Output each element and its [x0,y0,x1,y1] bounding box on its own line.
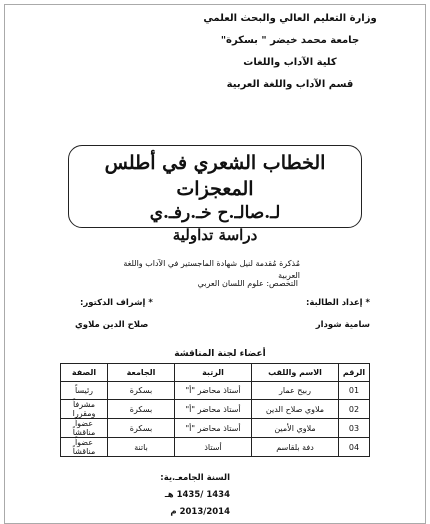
row-role: مشرفاً ومقررا [61,400,108,419]
memo-text: مُذكرة مُقدمة لنيل شهادة الماجستير في الآداب واللغة العربية [123,259,300,280]
university-line: جامعة محمد خيضر " بسكرة" [220,35,360,46]
table-row [61,419,370,438]
department-line: قسم الآداب واللغة العربية [226,79,354,90]
table-header-row [61,364,370,382]
committee-table [60,363,370,457]
row-university: بسكرة [108,419,175,438]
supervisor-name: صلاح الدين ملاوي [75,320,149,330]
row-rank: أستاذ محاضر "أ" [175,419,252,438]
header-role: الصفة [61,364,108,382]
row-university: بسكرة [108,400,175,419]
academic-year-gregorian: 2013/2014 م [170,507,230,517]
academic-year-block [150,470,230,521]
faculty-line: كلية الآداب واللغات [243,57,337,68]
row-role: عضواً مناقشاً [61,419,108,438]
row-rank: أستاذ محاضر "أ" [175,400,252,419]
institution-header [190,10,390,94]
row-num: 03 [339,419,370,438]
row-name: دفة بلقاسم [252,438,339,457]
table-row [61,382,370,400]
row-university: بسكرة [108,382,175,400]
row-num: 02 [339,400,370,419]
row-role: عضواً مناقشاً [61,438,108,457]
row-rank: أستاذ [175,438,252,457]
thesis-title: الخطاب الشعري في أطلس المعجزات [104,152,326,200]
thesis-subtitle: دراسة تداولية [172,226,258,244]
row-num: 04 [339,438,370,457]
thesis-author-subject: لـ.صالـ.ح خـ.رفـ.ي [149,203,281,223]
row-university: باتنة [108,438,175,457]
row-rank: أستاذ محاضر "أ" [175,382,252,400]
row-name: ملاوي الأمين [252,419,339,438]
table-row [61,400,370,419]
prepared-by-label: * إعداد الطالبة: [305,298,370,308]
header-name: الاسم واللقب [252,364,339,382]
row-name: ملاوي صلاح الدين [252,400,339,419]
header-university: الجامعة [108,364,175,382]
academic-year-label: السنة الجامعـ.ية: [160,473,230,483]
thesis-title-box [68,145,362,244]
header-num: الرقم [339,364,370,382]
row-name: ربيح عمار [252,382,339,400]
row-num: 01 [339,382,370,400]
committee-title: أعضاء لجنة المناقشة [174,349,266,359]
table-row [61,438,370,457]
row-role: رئيساً [61,382,108,400]
academic-year-hijri: 1434 /1435 هـ [164,490,230,500]
prepared-by-name: سامية شودار [315,320,370,330]
header-rank: الرتبة [175,364,252,382]
supervisor-label: * إشراف الدكتور: [80,298,153,308]
specialty-text: التخصص: علوم اللسان العربي [197,279,298,288]
ministry-line: وزارة التعليم العالي والبحث العلمي [203,13,377,24]
